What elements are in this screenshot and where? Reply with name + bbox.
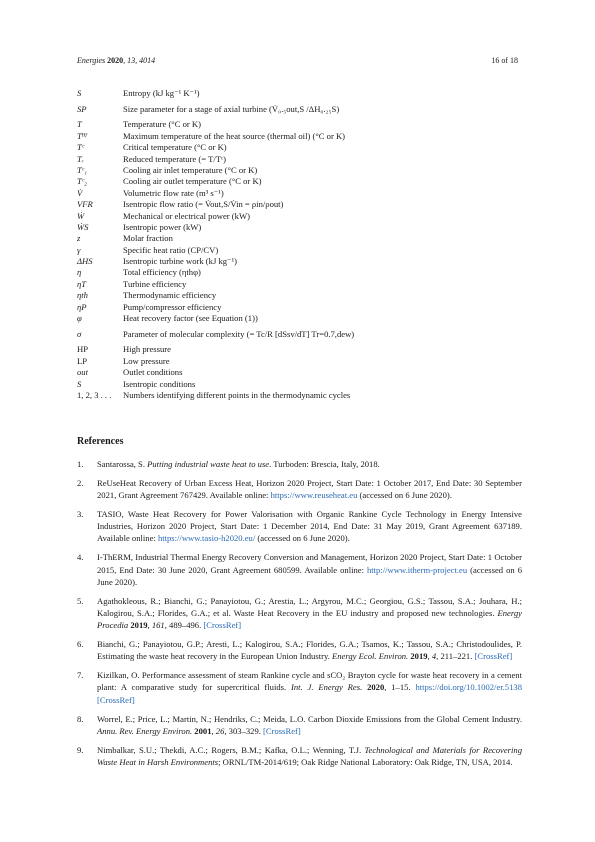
nomenclature-row [77,367,522,378]
nomenclature-symbol: γ [77,244,81,255]
nomenclature-description: Thermodynamic efficiency [123,290,217,301]
nomenclature-symbol: φ [77,313,82,324]
reference-item [77,551,522,588]
nomenclature-row [77,119,522,130]
journal-volume: , 13, 4014 [123,56,156,65]
reference-item [77,713,522,738]
references-heading: References [77,436,124,447]
nomenclature-row [77,176,522,187]
nomenclature-description: Reduced temperature (= T/Tᶜ) [123,153,227,164]
reference-text: Bianchi, G.; Panayiotou, G.P.; Aresti, L.; Kalogirou, S.A.; Florides, G.A.; Tsamos, K.; Tassou, S.A.; Christodoulides, P. Estimating the waste heat recovery in the European Union Industry. Energy Ecol. Environ. 2019, 4, 211–221. [CrossRef] [97,639,522,662]
nomenclature-row [77,279,522,290]
nomenclature-description: Cooling air outlet temperature (°C or K) [123,176,262,187]
nomenclature-description: Critical temperature (°C or K) [123,142,227,153]
nomenclature-description: Cooling air inlet temperature (°C or K) [123,164,258,175]
nomenclature-row [77,188,522,199]
reference-number: 3. [77,508,84,519]
nomenclature-symbol: 1, 2, 3 . . . [77,389,112,400]
nomenclature-description: Entropy (kJ kg⁻¹ K⁻¹) [123,88,200,98]
nomenclature-row [77,390,522,401]
journal-year: 2020 [107,56,124,65]
nomenclature-row [77,313,522,324]
reference-number: 2. [77,477,84,488]
nomenclature-symbol: Tᴴᶠ [77,130,87,141]
nomenclature-symbol: Ẇ [77,210,85,221]
reference-number: 1. [77,459,84,469]
references-list [77,458,522,775]
nomenclature-description: Pump/compressor efficiency [123,301,222,312]
nomenclature-description: Isentropic turbine work (kJ kg⁻¹) [123,256,238,267]
nomenclature-table [77,88,522,401]
nomenclature-row [77,233,522,244]
nomenclature-row [77,356,522,367]
nomenclature-symbol: ẆS [77,221,89,232]
reference-text: TASIO, Waste Heat Recovery for Power Valorisation with Organic Rankine Cycle Technology in Energy Intensive Industries, Horizon 2020 Project, Start Date: 1 December 2014, End Date: 31 May 2019, Grant Agreement 637189. Available online: https://www.tasio-h2020.eu/ (accessed on 6 June 2020). [97,508,522,544]
nomenclature-description: Molar fraction [123,233,173,244]
nomenclature-symbol: out [77,367,88,378]
nomenclature-symbol: Tᶜ₁ [77,164,88,175]
nomenclature-symbol: ηT [77,278,87,289]
nomenclature-symbol: SP [77,104,87,115]
nomenclature-symbol: V̇ [77,187,83,198]
nomenclature-description: Low pressure [123,355,170,366]
nomenclature-row [77,256,522,267]
nomenclature-description: Isentropic flow ratio (= V̇out,S/V̇in = ρin/ρout) [123,199,284,210]
reference-number: 6. [77,639,84,650]
nomenclature-description: Numbers identifying different points in the thermodynamic cycles [123,389,351,400]
reference-text: ReUseHeat Recovery of Urban Excess Heat, Horizon 2020 Project, Start Date: 1 October 2017, End Date: 30 September 2021, Grant Agreement 767429. Available online: https://www.reuseheat.eu (accessed on 6 June 2020). [97,477,522,501]
nomenclature-symbol: HP [77,344,88,355]
nomenclature-symbol: LP [77,355,88,366]
nomenclature-description: Heat recovery factor (see Equation (1)) [123,313,258,324]
nomenclature-description: High pressure [123,344,171,355]
nomenclature-symbol: T [77,119,82,130]
journal-name: Energies [77,56,106,65]
nomenclature-row [77,99,522,119]
reference-number: 5. [77,595,84,606]
nomenclature-row [77,142,522,153]
nomenclature-row [77,154,522,165]
nomenclature-symbol: η [77,267,82,278]
nomenclature-description: Specific heat ratio (CP/CV) [123,244,219,255]
reference-text: Worrel, E.; Price, L.; Martin, N.; Hendriks, C.; Meida, L.O. Carbon Dioxide Emissions from the Global Cement Industry. Annu. Rev. Energy Environ. 2001, 26, 303–329. [CrossRef] [97,713,522,736]
nomenclature-description: Maximum temperature of the heat source (thermal oil) (°C or K) [123,130,346,141]
nomenclature-row [77,324,522,344]
journal-citation [77,56,155,65]
reference-item [77,638,522,663]
nomenclature-description: Isentropic power (kW) [123,221,202,232]
reference-number: 8. [77,713,84,724]
reference-number: 9. [77,744,84,755]
nomenclature-description: Mechanical or electrical power (kW) [123,210,250,221]
nomenclature-row [77,222,522,233]
reference-text: Kizilkan, O. Performance assessment of steam Rankine cycle and sCO₂ Brayton cycle for waste heat recovery in a cement plant: A comparative study for supercritical fluids. Int. J. Energy Res. 2020, 1–15. https://doi.org/10.1002/er.5138 [CrossRef] [97,670,522,705]
nomenclature-row [77,379,522,390]
nomenclature-row [77,302,522,313]
reference-item [77,744,522,769]
reference-item [77,595,522,632]
reference-text: Nimbalkar, S.U.; Thekdi, A.C.; Rogers, B.M.; Kafka, O.L.; Wenning, T.J. Technological and Materials for Recovering Waste Heat in Harsh Environments; ORNL/TM-2014/619; Oak Ridge National Laboratory: Oak Ridge, TN, USA, 2014. [97,744,522,767]
reference-item [77,458,522,470]
nomenclature-symbol: VFR [77,199,93,210]
nomenclature-description: Volumetric flow rate (m³ s⁻¹) [123,187,224,198]
nomenclature-description: Size parameter for a stage of axial turbine (V̇₀.₅out,S /ΔH₀.₂₅S) [123,104,340,115]
reference-item [77,508,522,545]
nomenclature-symbol: Tᵣ [77,153,84,164]
nomenclature-row [77,88,522,99]
nomenclature-description: Isentropic conditions [123,378,196,389]
reference-text: Santarossa, S. Putting industrial waste heat to use. Turboden: Brescia, Italy, 2018. [97,459,380,469]
reference-number: 4. [77,552,84,563]
reference-text: I-ThERM, Industrial Thermal Energy Recovery Conversion and Management, Horizon 2020 Project, Start Date: 1 October 2015, End Date: 30 June 2020, Grant Agreement 680599. Available online: http://www.itherm-project.eu (accessed on 6 June 2020). [97,552,522,587]
nomenclature-symbol: ηth [77,290,88,301]
nomenclature-symbol: Tᶜ [77,142,85,153]
page-header [77,56,518,68]
nomenclature-row [77,131,522,142]
nomenclature-description: Parameter of molecular complexity (= Tc/R [dSsv/dT] Tr=0.7,dew) [123,329,355,340]
nomenclature-symbol: z [77,233,81,244]
reference-item [77,669,522,706]
nomenclature-description: Outlet conditions [123,367,183,378]
nomenclature-symbol: S [77,378,82,389]
nomenclature-row [77,211,522,222]
nomenclature-row [77,290,522,301]
nomenclature-row [77,267,522,278]
nomenclature-row [77,245,522,256]
page-number: 16 of 18 [491,56,518,65]
nomenclature-symbol: Tᶜ₂ [77,176,88,187]
nomenclature-description: Temperature (°C or K) [123,119,201,130]
reference-number: 7. [77,670,84,681]
nomenclature-row [77,199,522,210]
reference-item [77,477,522,502]
nomenclature-symbol: ΔHS [77,256,93,267]
nomenclature-description: Turbine efficiency [123,278,187,289]
nomenclature-symbol: ηP [77,301,87,312]
nomenclature-symbol: σ [77,329,82,340]
nomenclature-description: Total efficiency (ηthφ) [123,267,201,278]
nomenclature-row [77,165,522,176]
reference-text: Agathokleous, R.; Bianchi, G.; Panayiotou, G.; Arestia, L.; Argyrou, M.C.; Georgiou, G.S.; Tassou, S.A.; Jouhara, H.; Kalogirou, S.A.; Florides, G.A.; et al. Waste Heat Recovery in the EU industry and proposed new technologies. Energy Procedia 2019, 161, 489–496. [CrossRef] [97,595,522,631]
nomenclature-row [77,344,522,355]
nomenclature-symbol: S [77,88,82,98]
